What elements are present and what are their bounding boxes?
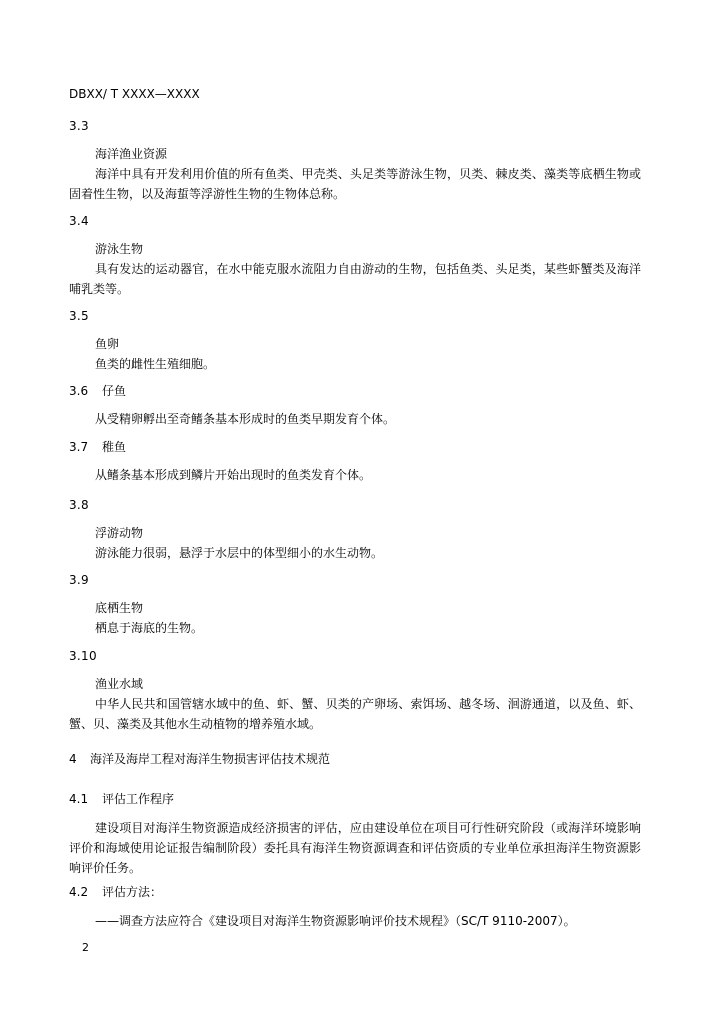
term-number: 3.5	[69, 309, 89, 323]
subsection-number: 4.1	[69, 792, 89, 806]
term-definition: 栖息于海底的生物。	[95, 621, 204, 635]
section-4-1	[69, 789, 641, 878]
term-number: 3.10	[69, 649, 97, 663]
term-name: 稚鱼	[102, 440, 127, 454]
subsection-body: 建设项目对海洋生物资源造成经济损害的评估，应由建设单位在项目可行性研究阶段（或海洋环境影响评价和海域使用论证报告编制阶段）委托具有海洋生物资源调查和评估资质的专业单位承担海洋生物资源影响评价任务。	[69, 821, 641, 875]
term-name: 渔业水域	[95, 677, 144, 691]
term-definition: 具有发达的运动器官，在水中能克服水流阻力自由游动的生物，包括鱼类、头足类，某些虾蟹类及海洋哺乳类等。	[69, 262, 641, 296]
term-number: 3.3	[69, 119, 89, 133]
document-code: DBXX/ T XXXX—XXXX	[69, 87, 200, 101]
term-definition: 游泳能力很弱，悬浮于水层中的体型细小的水生动物。	[95, 546, 384, 560]
term-number: 3.8	[69, 498, 89, 512]
term-entry-3-4	[69, 211, 641, 299]
term-definition: 中华人民共和国管辖水域中的鱼、虾、蟹、贝类的产卵场、索饵场、越冬场、洄游通道，以及鱼、虾、蟹、贝、藻类及其他水生动植物的增养殖水域。	[69, 697, 641, 731]
section-4	[69, 749, 641, 769]
term-name: 海洋渔业资源	[95, 147, 168, 161]
term-entry-3-3	[69, 116, 641, 204]
term-heading	[69, 381, 641, 401]
term-entry-3-7	[69, 437, 641, 485]
subsection-number: 4.2	[69, 885, 89, 899]
term-entry-3-9	[69, 570, 641, 638]
subsection-title: 评估工作程序	[102, 792, 175, 806]
term-heading	[69, 437, 641, 457]
term-definition: 鱼类的雌性生殖细胞。	[95, 357, 216, 371]
subsection-title: 评估方法：	[102, 885, 163, 899]
term-number: 3.4	[69, 214, 89, 228]
page-number: 2	[82, 941, 89, 954]
list-item: ——调查方法应符合《建设项目对海洋生物资源影响评价技术规程》（SC/T 9110-2007）。	[95, 914, 576, 928]
term-number: 3.6	[69, 384, 89, 398]
term-name: 鱼卵	[95, 337, 120, 351]
term-entry-3-6	[69, 381, 641, 429]
term-name: 浮游动物	[95, 526, 144, 540]
subsection-heading	[69, 882, 641, 902]
term-entry-3-8	[69, 495, 641, 563]
term-entry-3-5	[69, 306, 641, 374]
term-definition: 从鳍条基本形成到鳞片开始出现时的鱼类发育个体。	[95, 468, 372, 482]
section-title: 海洋及海岸工程对海洋生物损害评估技术规范	[90, 752, 331, 766]
term-name: 仔鱼	[102, 384, 127, 398]
term-name: 底栖生物	[95, 601, 144, 615]
term-definition: 从受精卵孵出至奇鳍条基本形成时的鱼类早期发育个体。	[95, 412, 396, 426]
section-number: 4	[69, 752, 77, 766]
term-entry-3-10	[69, 646, 641, 734]
section-4-2	[69, 882, 641, 931]
term-definition: 海洋中具有开发利用价值的所有鱼类、甲壳类、头足类等游泳生物，贝类、棘皮类、藻类等底栖生物或固着性生物，以及海蜇等浮游性生物的生物体总称。	[69, 167, 641, 201]
term-number: 3.9	[69, 573, 89, 587]
term-number: 3.7	[69, 440, 89, 454]
term-name: 游泳生物	[95, 242, 144, 256]
subsection-heading	[69, 789, 641, 809]
section-heading	[69, 749, 641, 769]
